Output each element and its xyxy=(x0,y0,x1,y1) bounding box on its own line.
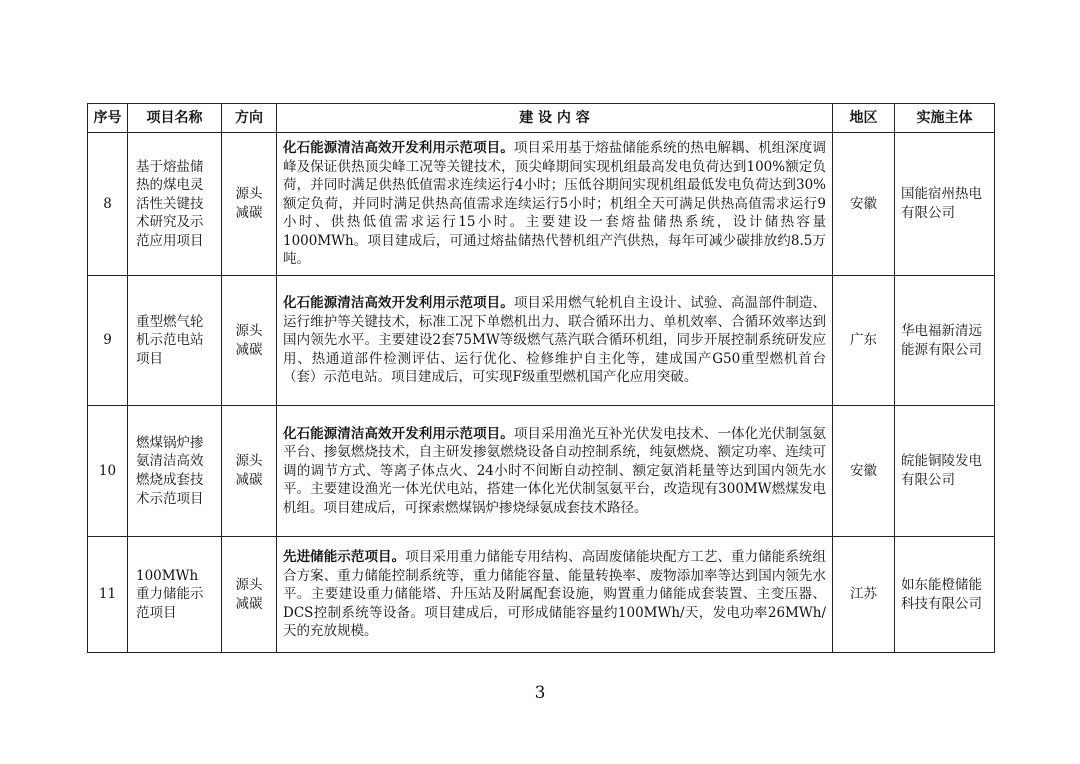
row-number: 9 xyxy=(88,276,128,406)
content-lead: 化石能源清洁高效开发利用示范项目。 xyxy=(283,425,514,442)
direction xyxy=(222,133,277,276)
direction-text: 源头减碳 xyxy=(235,453,263,488)
direction xyxy=(222,537,277,653)
project-name: 燃煤锅炉掺氨清洁高效燃烧成套技术示范项目 xyxy=(128,406,222,537)
content-text: 项目采用基于熔盐储能系统的热电解耦、机组深度调峰及保证供热顶尖峰工况等关键技术，顶尖峰期间实现机组最高发电负荷达到100%额定负荷，并同时满足供热低值需求连续运行4小时；压低谷期间实现机组最低发电负荷达到30%额定负荷，并同时满足供热高值需求连续运行5小时；机组全天可满足供热高值需求运行9小时、供热低值需求运行15小时。主要建设一套熔盐储热系统，设计储热容量1000MWh。项目建成后，可通过熔盐储热代替机组产汽供热，每年可减少碳排放约8.5万吨。 xyxy=(283,139,827,268)
content-cell xyxy=(277,276,833,406)
region: 安徽 xyxy=(833,406,895,537)
content-text: 项目采用渔光互补光伏发电技术、一体化光伏制氢氨平台、掺氨燃烧技术，自主研发掺氨燃烧设备自动控制系统，纯氨燃烧、额定功率、连续可调的调节方式、等离子体点火、24小时不间断自动控制、额定氨消耗量等达到国内领先水平。主要建设渔光一体光伏电站，搭建一体化光伏制氢氨平台，改造现有300MW燃煤发电机组。项目建成后，可探索燃煤锅炉掺烧绿氨成套技术路径。 xyxy=(283,425,827,516)
header-direction: 方向 xyxy=(222,104,277,133)
direction xyxy=(222,406,277,537)
direction-text: 源头减碳 xyxy=(235,576,263,612)
content-text: 项目采用燃气轮机自主设计、试验、高温部件制造、运行维护等关键技术，标准工况下单燃机出力、联合循环出力、单机效率、合循环效率达到国内领先水平。主要建设2套75MW等级燃气蒸汽联合循环机组，同步开展控制系统研发应用、热通道部件检测评估、运行优化、检修维护自主化等，建成国产G50重型燃机首台（套）示范电站。项目建成后，可实现F级重型燃机国产化应用突破。 xyxy=(283,295,827,386)
page-number: 3 xyxy=(534,683,546,703)
header-region: 地区 xyxy=(833,104,895,133)
row-number: 11 xyxy=(88,537,128,653)
direction-text: 源头减碳 xyxy=(235,186,263,221)
region: 安徽 xyxy=(833,133,895,276)
header-project-name: 项目名称 xyxy=(128,104,222,133)
region: 江苏 xyxy=(833,537,895,653)
region: 广东 xyxy=(833,276,895,406)
project-table xyxy=(87,103,995,653)
row-number: 8 xyxy=(88,133,128,276)
content-lead: 化石能源清洁高效开发利用示范项目。 xyxy=(283,139,514,156)
entity: 国能宿州热电有限公司 xyxy=(895,133,995,276)
entity: 皖能铜陵发电有限公司 xyxy=(895,406,995,537)
table-row xyxy=(88,406,995,537)
header-content: 建 设 内 容 xyxy=(277,104,833,133)
content-lead: 化石能源清洁高效开发利用示范项目。 xyxy=(283,295,514,312)
entity: 华电福新清远能源有限公司 xyxy=(895,276,995,406)
header-no: 序号 xyxy=(88,104,128,133)
content-cell xyxy=(277,133,833,276)
content-cell xyxy=(277,537,833,653)
header-entity: 实施主体 xyxy=(895,104,995,133)
table-header-row xyxy=(88,104,995,133)
direction xyxy=(222,276,277,406)
direction-text: 源头减碳 xyxy=(235,322,263,358)
table-row xyxy=(88,537,995,653)
content-text: 项目采用重力储能专用结构、高固废储能块配方工艺、重力储能系统组合方案、重力储能控制系统等，重力储能容量、能量转换率、废物添加率等达到国内领先水平。主要建设重力储能塔、升压站及附属配套设施，购置重力储能成套装置、主变压器、DCS控制系统等设备。项目建成后，可形成储能容量约100MWh/天，发电功率26MWh/天的充放规模。 xyxy=(283,549,827,640)
project-name: 100MWh 重力储能示范项目 xyxy=(128,537,222,653)
project-name: 基于熔盐储热的煤电灵活性关键技术研究及示范应用项目 xyxy=(128,133,222,276)
entity: 如东能橙储能科技有限公司 xyxy=(895,537,995,653)
table-row xyxy=(88,276,995,406)
content-lead: 先进储能示范项目。 xyxy=(283,549,406,566)
table-row xyxy=(88,133,995,276)
project-name: 重型燃气轮机示范电站项目 xyxy=(128,276,222,406)
row-number: 10 xyxy=(88,406,128,537)
content-cell xyxy=(277,406,833,537)
